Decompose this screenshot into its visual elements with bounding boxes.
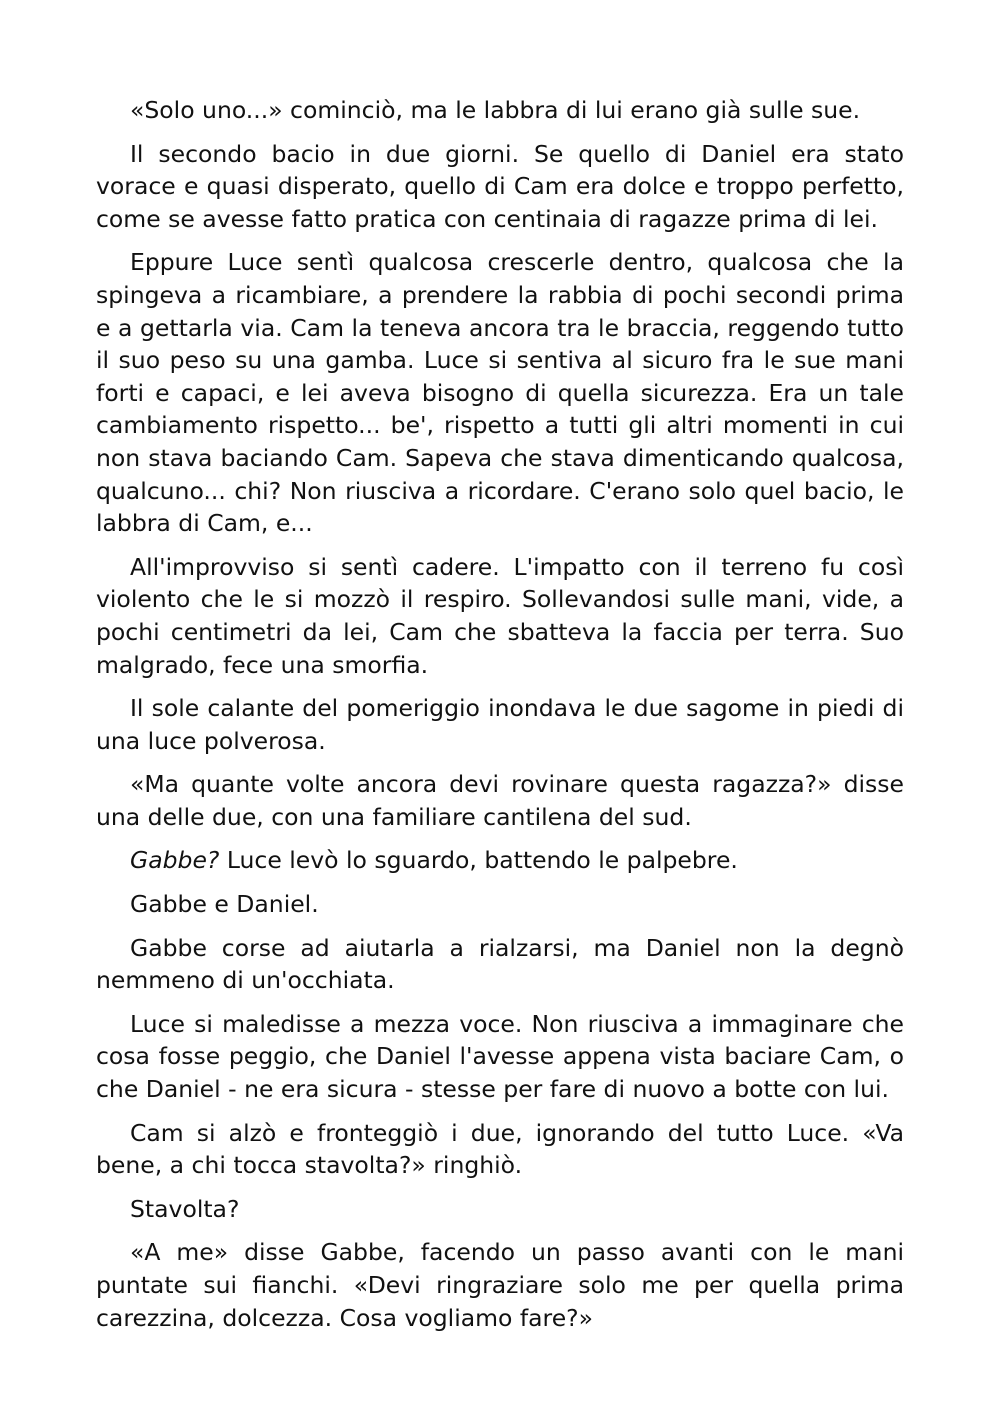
paragraph: «Ma quante volte ancora devi rovinare questa ragazza?» disse una delle due, con una familiare cantilena del sud. — [96, 770, 904, 831]
paragraph-text: Luce levò lo sguardo, battendo le palpebre. — [219, 846, 738, 875]
paragraph: Gabbe e Daniel. — [130, 890, 319, 919]
paragraph: «Solo uno...» cominciò, ma le labbra di lui erano già sulle sue. — [130, 96, 861, 124]
paragraph: Luce si maledisse a mezza voce. Non riusciva a immaginare che cosa fosse peggio, che Daniel l'avesse appena vista baciare Cam, o che Daniel - ne era sicura - stesse per fare di nuovo a botte con lui. — [96, 1009, 904, 1104]
paragraph: Gabbe corse ad aiutarla a rialzarsi, ma Daniel non la degnò nemmeno di un'occhiata. — [96, 933, 904, 995]
paragraph: Il sole calante del pomeriggio inondava le due sagome in piedi di una luce polverosa. — [96, 694, 904, 755]
paragraph: «A me» disse Gabbe, facendo un passo avanti con le mani puntate sui fianchi. «Devi ringraziare solo me per quella prima carezzina, dolcezza. Cosa vogliamo fare?» — [96, 1238, 904, 1332]
italic-name: Gabbe? — [130, 846, 220, 875]
paragraph: Stavolta? — [130, 1194, 240, 1223]
paragraph: Il secondo bacio in due giorni. Se quello di Daniel era stato vorace e quasi disperato, quello di Cam era dolce e troppo perfetto, come se avesse fatto pratica con centinaia di ragazze prima di lei. — [96, 139, 904, 233]
paragraph: Eppure Luce sentì qualcosa crescerle dentro, qualcosa che la spingeva a ricambiare, a prendere la rabbia di pochi secondi prima e a gettarla via. Cam la teneva ancora tra le braccia, reggendo tutto il suo peso su una gamba. Luce si sentiva al sicuro fra le sue mani forti e capaci, e lei aveva bisogno di quella sicurezza. Era un tale cambiamento rispetto... be', rispetto a tutti gli altri momenti in cui non stava baciando Cam. Sapeva che stava dimenticando qualcosa, qualcuno... chi? Non riusciva a ricordare. C'erano solo quel bacio, le labbra di Cam, e... — [96, 248, 904, 538]
paragraph: All'improvviso si sentì cadere. L'impatto con il terreno fu così violento che le si mozzò il respiro. Sollevandosi sulle mani, vide, a pochi centimetri da lei, Cam che sbatteva la faccia per terra. Suo malgrado, fece una smorfia. — [96, 552, 904, 679]
book-page — [96, 94, 904, 1345]
paragraph: Cam si alzò e fronteggiò i due, ignorando del tutto Luce. «Va bene, a chi tocca stavolta?» ringhiò. — [96, 1118, 904, 1180]
paragraph — [96, 844, 904, 877]
